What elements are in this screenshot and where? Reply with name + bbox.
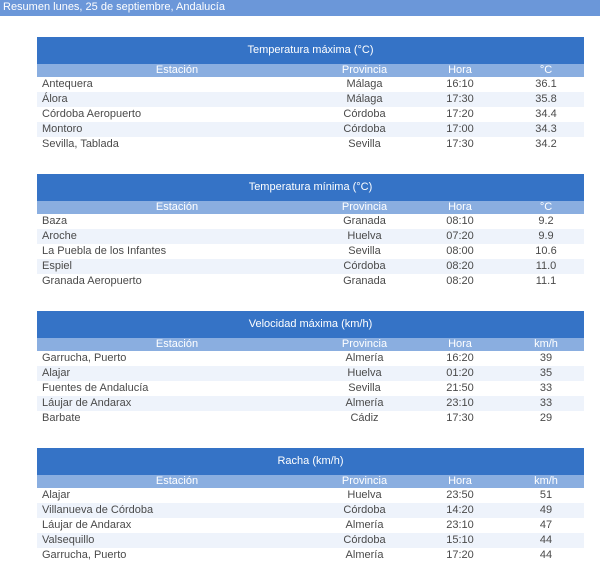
col-provincia: Provincia xyxy=(341,64,388,76)
col-estacion: Estación xyxy=(155,64,199,76)
table-header xyxy=(37,201,584,214)
time: 17:30 xyxy=(446,412,474,424)
value: 51 xyxy=(539,489,553,501)
value: 44 xyxy=(539,534,553,546)
table-header xyxy=(37,475,584,488)
time: 01:20 xyxy=(446,367,474,379)
time: 17:20 xyxy=(446,549,474,561)
value: 11.1 xyxy=(535,275,557,287)
station-name: Garrucha, Puerto xyxy=(42,352,127,364)
value: 47 xyxy=(539,519,553,531)
value: 29 xyxy=(539,412,553,424)
time: 17:00 xyxy=(446,123,474,135)
station-name: Láujar de Andarax xyxy=(42,519,132,531)
time: 08:10 xyxy=(446,215,474,227)
province: Almería xyxy=(345,352,384,364)
table-title: Temperatura máxima (°C) xyxy=(37,37,584,64)
station-name: Baza xyxy=(42,215,68,227)
table-row xyxy=(37,518,584,533)
time: 23:10 xyxy=(446,397,474,409)
table-temperatura-minima xyxy=(37,174,584,289)
time: 17:20 xyxy=(446,108,474,120)
province: Córdoba xyxy=(343,534,386,546)
station-name: Aroche xyxy=(42,230,77,242)
table-body xyxy=(37,488,584,563)
time: 14:20 xyxy=(446,504,474,516)
station-name: La Puebla de los Infantes xyxy=(42,245,167,257)
col-provincia: Provincia xyxy=(341,475,388,487)
col-value: km/h xyxy=(534,475,558,487)
table-row xyxy=(37,244,584,259)
col-estacion: Estación xyxy=(155,338,199,350)
table-velocidad-maxima xyxy=(37,311,584,426)
table-row xyxy=(37,122,584,137)
province: Huelva xyxy=(347,367,382,379)
table-temperatura-maxima xyxy=(37,37,584,152)
value: 9.9 xyxy=(538,230,554,242)
table-row xyxy=(37,488,584,503)
time: 17:30 xyxy=(446,93,474,105)
province: Huelva xyxy=(347,489,382,501)
province: Sevilla xyxy=(348,382,381,394)
value: 35 xyxy=(539,367,553,379)
col-value: km/h xyxy=(534,338,558,350)
province: Málaga xyxy=(346,93,383,105)
value: 35.8 xyxy=(535,93,557,105)
value: 49 xyxy=(539,504,553,516)
col-estacion: Estación xyxy=(155,201,199,213)
station-name: Montoro xyxy=(42,123,83,135)
table-row xyxy=(37,351,584,366)
table-row xyxy=(37,229,584,244)
station-name: Láujar de Andarax xyxy=(42,397,132,409)
value: 34.4 xyxy=(535,108,557,120)
table-title: Racha (km/h) xyxy=(37,448,584,475)
value: 9.2 xyxy=(538,215,554,227)
table-row xyxy=(37,107,584,122)
table-header xyxy=(37,64,584,77)
table-title: Velocidad máxima (km/h) xyxy=(37,311,584,338)
province: Cádiz xyxy=(350,412,379,424)
time: 08:20 xyxy=(446,260,474,272)
value: 44 xyxy=(539,549,553,561)
table-header xyxy=(37,338,584,351)
time: 16:10 xyxy=(446,78,474,90)
province: Granada xyxy=(343,215,386,227)
col-value: °C xyxy=(539,64,553,76)
station-name: Valsequillo xyxy=(42,534,95,546)
time: 07:20 xyxy=(446,230,474,242)
table-row xyxy=(37,396,584,411)
value: 10.6 xyxy=(535,245,557,257)
value: 33 xyxy=(539,397,553,409)
station-name: Antequera xyxy=(42,78,93,90)
table-row xyxy=(37,92,584,107)
table-row xyxy=(37,548,584,563)
table-row xyxy=(37,259,584,274)
value: 11.0 xyxy=(535,260,557,272)
table-row xyxy=(37,137,584,152)
province: Málaga xyxy=(346,78,383,90)
col-hora: Hora xyxy=(448,201,472,213)
province: Almería xyxy=(345,519,384,531)
station-name: Álora xyxy=(42,93,68,105)
col-hora: Hora xyxy=(448,64,472,76)
col-hora: Hora xyxy=(448,475,472,487)
table-body xyxy=(37,214,584,289)
table-row xyxy=(37,214,584,229)
time: 23:10 xyxy=(446,519,474,531)
page-title-bar xyxy=(0,0,600,16)
table-body xyxy=(37,77,584,152)
station-name: Granada Aeropuerto xyxy=(42,275,142,287)
station-name: Alajar xyxy=(42,489,71,501)
value: 34.3 xyxy=(535,123,557,135)
province: Córdoba xyxy=(343,504,386,516)
time: 23:50 xyxy=(446,489,474,501)
province: Córdoba xyxy=(343,108,386,120)
value: 36.1 xyxy=(535,78,557,90)
time: 16:20 xyxy=(446,352,474,364)
province: Córdoba xyxy=(343,123,386,135)
province: Almería xyxy=(345,549,384,561)
table-row xyxy=(37,366,584,381)
table-row xyxy=(37,77,584,92)
province: Granada xyxy=(343,275,386,287)
province: Sevilla xyxy=(348,138,381,150)
station-name: Villanueva de Córdoba xyxy=(42,504,154,516)
col-value: °C xyxy=(539,201,553,213)
station-name: Alajar xyxy=(42,367,71,379)
province: Sevilla xyxy=(348,245,381,257)
col-estacion: Estación xyxy=(155,475,199,487)
table-racha xyxy=(37,448,584,563)
time: 17:30 xyxy=(446,138,474,150)
col-provincia: Provincia xyxy=(341,338,388,350)
value: 33 xyxy=(539,382,553,394)
time: 21:50 xyxy=(446,382,474,394)
station-name: Garrucha, Puerto xyxy=(42,549,127,561)
value: 39 xyxy=(539,352,553,364)
station-name: Fuentes de Andalucía xyxy=(42,382,149,394)
station-name: Barbate xyxy=(42,412,81,424)
page-title: Resumen lunes, 25 de septiembre, Andalucía xyxy=(3,1,225,13)
station-name: Espiel xyxy=(42,260,72,272)
station-name: Córdoba Aeropuerto xyxy=(42,108,142,120)
value: 34.2 xyxy=(535,138,557,150)
province: Huelva xyxy=(347,230,382,242)
time: 15:10 xyxy=(446,534,474,546)
province: Almería xyxy=(345,397,384,409)
table-body xyxy=(37,351,584,426)
time: 08:20 xyxy=(446,275,474,287)
station-name: Sevilla, Tablada xyxy=(42,138,119,150)
table-row xyxy=(37,411,584,426)
col-hora: Hora xyxy=(448,338,472,350)
table-row xyxy=(37,533,584,548)
col-provincia: Provincia xyxy=(341,201,388,213)
time: 08:00 xyxy=(446,245,474,257)
table-row xyxy=(37,274,584,289)
province: Córdoba xyxy=(343,260,386,272)
table-title: Temperatura mínima (°C) xyxy=(37,174,584,201)
table-row xyxy=(37,381,584,396)
table-row xyxy=(37,503,584,518)
